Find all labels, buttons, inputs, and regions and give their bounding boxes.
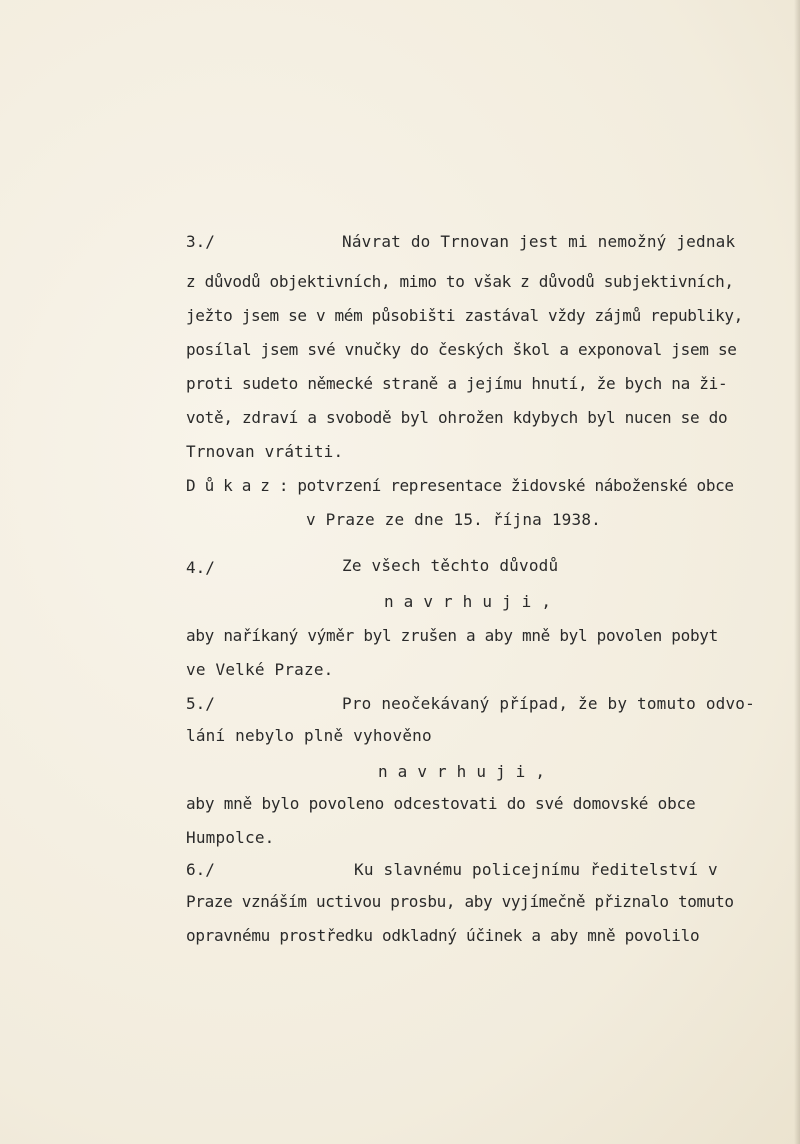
section-3-proof-date: v Praze ze dne 15. října 1938. [306,510,601,529]
section-4-line-1: Ze všech těchto důvodů [342,556,559,575]
section-4-line-4: ve Velké Praze. [186,660,334,679]
section-5-line-5: Humpolce. [186,828,275,847]
section-3-proof-line: D ů k a z : potvrzení representace židovské náboženské obce [186,476,734,495]
section-4-heading: n a v r h u j i , [384,592,552,611]
section-6-line-3: opravnému prostředku odkladný účinek a aby mně povolilo [186,926,700,945]
section-5-number: 5./ [186,694,215,713]
section-3-line-7: Trnovan vrátiti. [186,442,344,461]
page-edge-shadow [794,0,800,1144]
section-3-line-5: proti sudeto německé straně a jejímu hnutí, že bych na ži- [186,374,728,393]
section-3-line-6: votě, zdraví a svobodě byl ohrožen kdybych byl nucen se do [186,408,728,427]
section-5-heading: n a v r h u j i , [378,762,546,781]
section-6-number: 6./ [186,860,215,879]
section-3-number: 3./ [186,232,215,251]
section-5-line-2: lání nebylo plně vyhověno [186,726,432,745]
section-5-line-1: Pro neočekávaný případ, že by tomuto odvo- [342,694,755,713]
section-4-line-3: aby naříkaný výměr byl zrušen a aby mně byl povolen pobyt [186,626,718,645]
section-6-line-1: Ku slavnému policejnímu ředitelství v [354,860,718,879]
section-3-line-3: ježto jsem se v mém působišti zastával vždy zájmů republiky, [186,306,743,325]
section-3-line-2: z důvodů objektivních, mimo to však z důvodů subjektivních, [186,272,734,291]
section-3-line-1: Návrat do Trnovan jest mi nemožný jednak [342,232,736,251]
section-6-line-2: Praze vznáším uctivou prosbu, aby vyjímečně přiznalo tomuto [186,892,734,911]
section-3-line-4: posílal jsem své vnučky do českých škol a exponoval jsem se [186,340,737,359]
section-5-line-4: aby mně bylo povoleno odcestovati do své domovské obce [186,794,696,813]
section-4-number: 4./ [186,558,215,577]
